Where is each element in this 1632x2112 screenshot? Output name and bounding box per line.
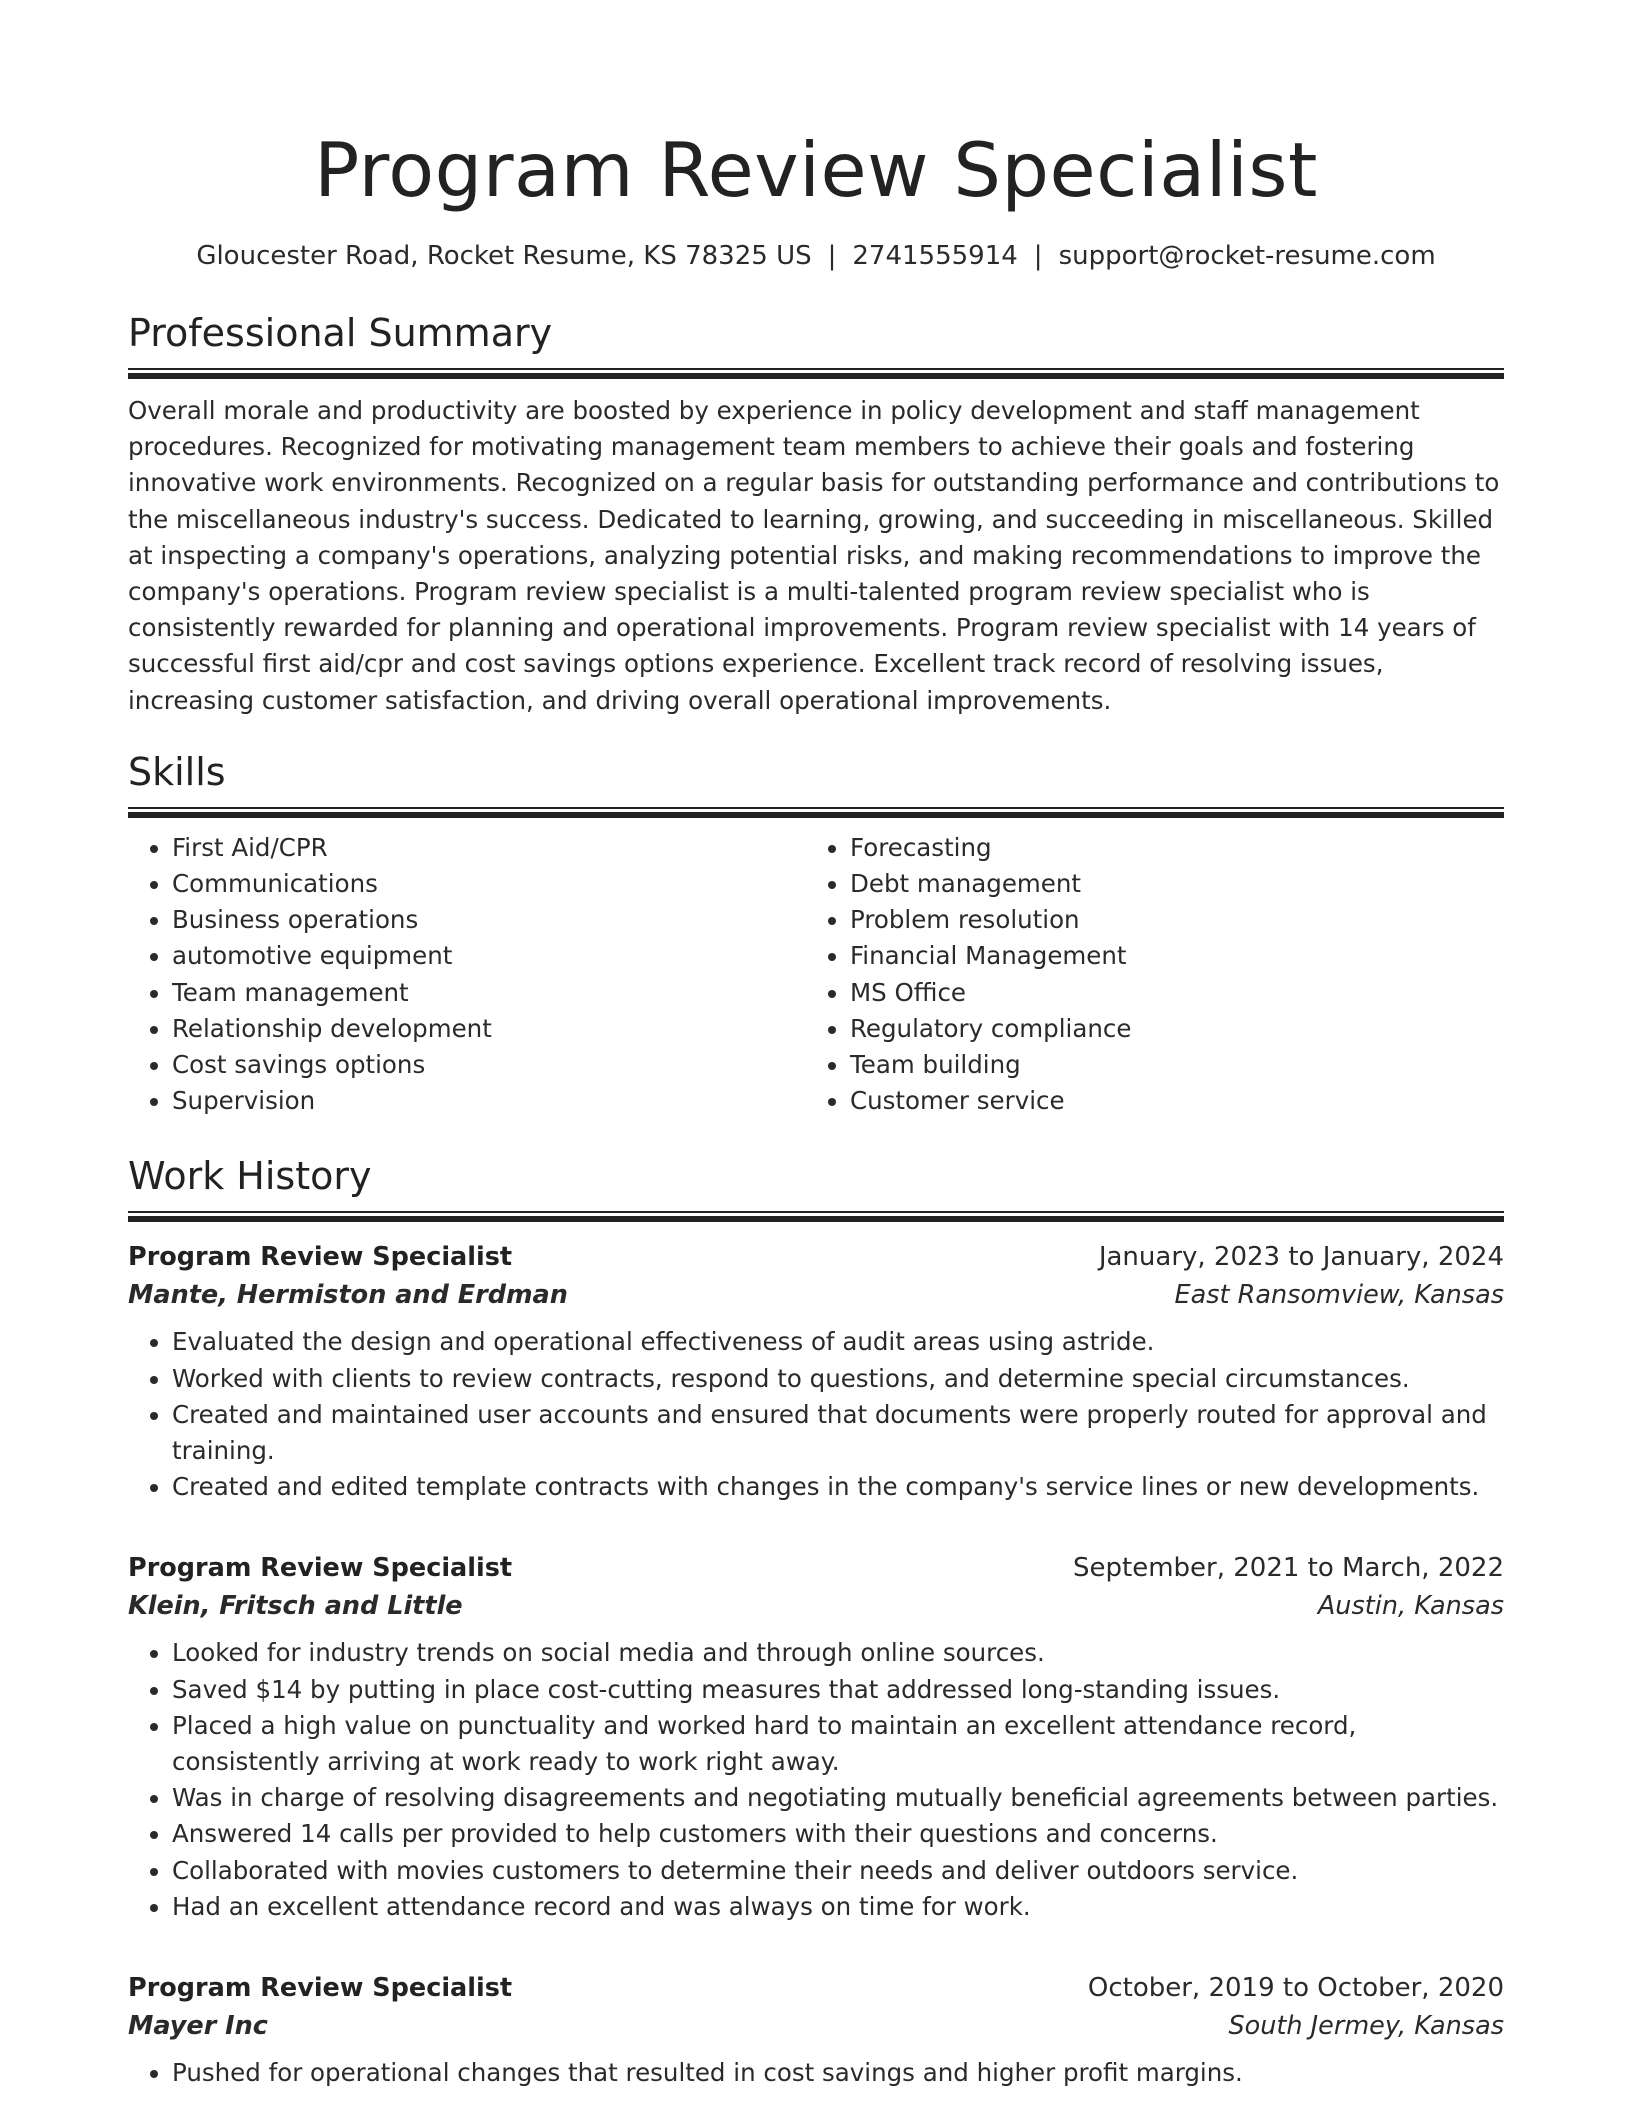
contact-line <box>128 238 1504 274</box>
job-dates: October, 2019 to October, 2020 <box>1087 1973 1504 2004</box>
job-location: South Jermey, Kansas <box>1228 2011 1504 2042</box>
job-header-row <box>128 1549 1504 1587</box>
job-bullet: • Worked with clients to review contracts, respond to questions, and determine special circumstances. <box>172 1361 1504 1397</box>
job-dates: January, 2023 to January, 2024 <box>1098 1242 1504 1273</box>
job-bullet: • Answered 14 calls per provided to help customers with their questions and concerns. <box>172 1816 1504 1852</box>
skill-item: • Problem resolution <box>850 902 1484 938</box>
job-bullet: • Collaborated with movies customers to determine their needs and deliver outdoors service. <box>172 1853 1504 1889</box>
skill-item: • Customer service <box>850 1083 1484 1119</box>
skill-item: • Forecasting <box>850 830 1484 866</box>
job-entry <box>128 1549 1504 1925</box>
job-dates: September, 2021 to March, 2022 <box>1073 1553 1504 1584</box>
skill-item: • Business operations <box>172 902 806 938</box>
summary-section <box>128 308 1504 719</box>
summary-heading: Professional Summary <box>128 311 553 355</box>
contact-address: Gloucester Road, Rocket Resume, KS 78325 US <box>196 241 812 271</box>
job-header-row <box>128 1969 1504 2007</box>
job-company-row <box>128 1276 1504 1314</box>
job-bullets <box>128 1324 1504 1505</box>
skill-item: • Financial Management <box>850 938 1484 974</box>
job-bullet: • Created and maintained user accounts and ensured that documents were properly routed for approval and training. <box>172 1397 1504 1469</box>
skill-item: • First Aid/CPR <box>172 830 806 866</box>
skill-item: • Supervision <box>172 1083 806 1119</box>
job-bullets <box>128 1635 1504 1925</box>
section-divider <box>128 1211 1504 1222</box>
job-company: Mayer Inc <box>128 2011 268 2042</box>
job-location: Austin, Kansas <box>1317 1591 1504 1622</box>
job-bullet: • Placed a high value on punctuality and worked hard to maintain an excellent attendance record, consistently arriving at work ready to work right away. <box>172 1708 1504 1780</box>
job-bullet: • Had an excellent attendance record and was always on time for work. <box>172 1889 1504 1925</box>
job-bullet: • Pushed for operational changes that resulted in cost savings and higher profit margins. <box>172 2055 1504 2091</box>
skill-item: • Regulatory compliance <box>850 1011 1484 1047</box>
resume-title: Program Review Specialist <box>314 126 1318 214</box>
job-company-row <box>128 2007 1504 2045</box>
skills-columns <box>128 830 1504 1120</box>
resume-page <box>128 0 1504 2091</box>
skill-item: • Debt management <box>850 866 1484 902</box>
job-bullet: • Evaluated the design and operational effectiveness of audit areas using astride. <box>172 1324 1504 1360</box>
skill-item: • Relationship development <box>172 1011 806 1047</box>
skills-right-list <box>806 830 1484 1120</box>
skills-section <box>128 747 1504 1120</box>
job-bullet: • Was in charge of resolving disagreements and negotiating mutually beneficial agreements between parties. <box>172 1780 1504 1816</box>
contact-phone: 2741555914 <box>852 241 1018 271</box>
job-company: Mante, Hermiston and Erdman <box>128 1280 568 1311</box>
summary-text: Overall morale and productivity are boosted by experience in policy development and staff management procedures. Recognized for motivating management team members to achieve their goals and fostering innovative work environments. Recognized on a regular basis for outstanding performance and contributions to the miscellaneous industry's success. Dedicated to learning, growing, and succeeding in miscellaneous. Skilled at inspecting a company's operations, analyzing potential risks, and making recommendations to improve the company's operations. Program review specialist is a multi-talented program review specialist who is consistently rewarded for planning and operational improvements. Program review specialist with 14 years of successful first aid/cpr and cost savings options experience. Excellent track record of resolving issues, increasing customer satisfaction, and driving overall operational improvements. <box>128 396 1500 715</box>
skills-heading: Skills <box>128 749 226 794</box>
skill-item: • Team building <box>850 1047 1484 1083</box>
job-company-row <box>128 1587 1504 1625</box>
job-title: Program Review Specialist <box>128 1553 513 1584</box>
job-entry <box>128 1238 1504 1505</box>
work-history-section <box>128 1151 1504 2091</box>
job-header-row <box>128 1238 1504 1276</box>
job-company: Klein, Fritsch and Little <box>128 1591 463 1622</box>
skill-item: • automotive equipment <box>172 938 806 974</box>
job-bullet: • Looked for industry trends on social media and through online sources. <box>172 1635 1504 1671</box>
skill-item: • Team management <box>172 975 806 1011</box>
work-history-heading: Work History <box>128 1154 372 1199</box>
skill-item: • MS Office <box>850 975 1484 1011</box>
job-title: Program Review Specialist <box>128 1973 513 2004</box>
section-divider <box>128 807 1504 818</box>
skills-left-list <box>128 830 806 1120</box>
skill-item: • Cost savings options <box>172 1047 806 1083</box>
job-entry <box>128 1969 1504 2091</box>
skill-item: • Communications <box>172 866 806 902</box>
job-bullets <box>128 2055 1504 2091</box>
job-title: Program Review Specialist <box>128 1242 513 1273</box>
job-bullet: • Created and edited template contracts with changes in the company's service lines or new developments. <box>172 1469 1504 1505</box>
job-bullet: • Saved $14 by putting in place cost-cutting measures that addressed long-standing issues. <box>172 1672 1504 1708</box>
job-location: East Ransomview, Kansas <box>1174 1280 1504 1311</box>
contact-email: support@rocket-resume.com <box>1058 241 1436 271</box>
section-divider <box>128 368 1504 379</box>
contact-separator: | <box>827 241 837 271</box>
contact-separator: | <box>1033 241 1043 271</box>
